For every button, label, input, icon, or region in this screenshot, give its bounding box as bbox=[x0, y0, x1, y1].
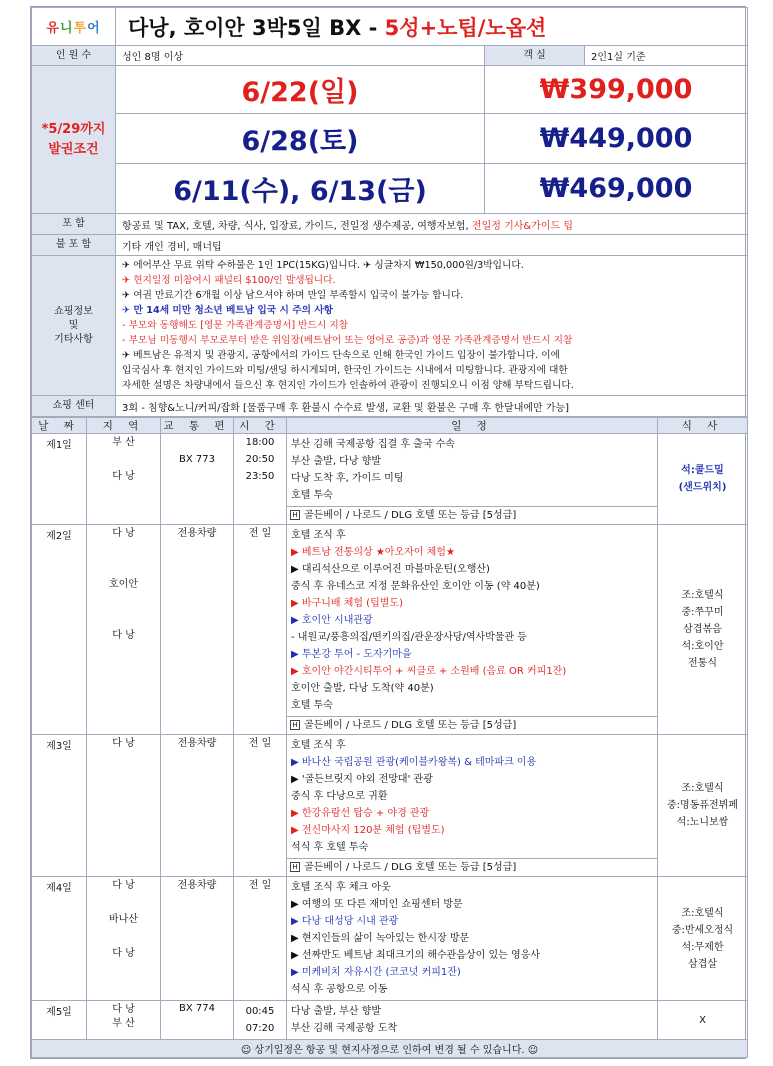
schedule-table bbox=[31, 417, 748, 1058]
price-1: ₩399,000 bbox=[485, 66, 748, 114]
hotel-icon: H bbox=[290, 862, 300, 872]
schedule-cell: 호텔 조식 후 체크 아웃 ▶ 여행의 또 다른 재미인 쇼핑센터 방문 ▶ 다낭 대성당 시내 관광 ▶ 현지인들의 삶이 녹아있는 한시장 방문 ▶ 선짜반도 베트남 최대크기의 해수관음상이 있는 영응사 ▶ 미케비치 자유시간 (코코넛 커피1잔) 석식 후 공항으로 이동 bbox=[287, 877, 658, 1001]
hotel-info: H 골든베이 / 나로드 / DLG 호텔 또는 등급 [5성급] bbox=[287, 506, 657, 524]
room-value: 2인1실 기준 bbox=[585, 46, 748, 66]
transport-cell: 전용차량 bbox=[161, 877, 234, 1001]
schedule-cell: 호텔 조식 후 ▶ 베트남 전통의상 ★아오자이 체험★ ▶ 대리석산으로 이루어진 마블마운틴(오행산) 중식 후 유네스코 지정 문화유산인 호이안 이동 (약 40분) ▶ 바구니배 체험 (팁별도) ▶ 호이안 시내관광 - 내원교/풍흥의집/떤키의집/관운장사당/역사박물관 등 ▶ 투본강 투어 - 도자기마을 ▶ 호이안 야간시티투어 + 씨클로 + 소원배 (음료 OR 커피1잔) 호이안 출발, 다낭 도착(약 40분) 호텔 투숙 H 골든베이 / 나로드 / DLG 호텔 또는 등급 [5성급] bbox=[287, 525, 658, 735]
day-label: 제2일 bbox=[32, 525, 87, 735]
include-value: 항공료 및 TAX, 호텔, 차량, 식사, 입장료, 가이드, 전일정 생수제공, 여행자보험, 전일정 기사&가이드 팁 bbox=[116, 214, 748, 235]
itinerary-document bbox=[30, 6, 746, 1059]
col-header-date: 날 짜 bbox=[32, 418, 87, 434]
schedule-cell: 다낭 출발, 부산 향발 부산 김해 국제공항 도착 bbox=[287, 1001, 658, 1040]
time-cell: 전 일 bbox=[234, 525, 287, 735]
transport-cell: 전용차량 bbox=[161, 735, 234, 877]
day-row bbox=[32, 1001, 748, 1040]
include-label: 포 함 bbox=[32, 214, 116, 235]
meal-cell: 조:호텔식 중:쭈꾸미 삼겹볶음 석:호이안 전통식 bbox=[658, 525, 748, 735]
footer-notice: ☺ 상기일정은 항공 및 현지사정으로 인하여 변경 될 수 있습니다. ☺ bbox=[32, 1040, 748, 1058]
shopping-value: 3회 - 침향&노니/커피/잡화 [물품구매 후 환불시 수수료 발생, 교환 및 환불은 구매 후 한달내에만 가능] bbox=[116, 396, 748, 417]
day-label: 제5일 bbox=[32, 1001, 87, 1040]
note-line: - 부모와 동행해도 [영문 가족관계증명서] 반드시 지참 bbox=[122, 320, 349, 331]
notes-list bbox=[116, 256, 748, 396]
notes-label: 쇼핑정보 및 기타사항 bbox=[32, 256, 116, 396]
room-label: 객 실 bbox=[485, 46, 585, 66]
ticketing-condition: *5/29까지 발권조건 bbox=[32, 66, 116, 214]
people-label: 인 원 수 bbox=[32, 46, 116, 66]
note-line: ✈ 현지일정 미참여시 패널티 $100/인 발생됩니다. bbox=[122, 275, 336, 286]
price-3: ₩469,000 bbox=[485, 164, 748, 214]
area-cell: 부 산 다 낭 bbox=[87, 434, 161, 525]
hotel-icon: H bbox=[290, 720, 300, 730]
exclude-value: 기타 개인 경비, 매너팁 bbox=[116, 235, 748, 256]
title-cell bbox=[116, 8, 748, 46]
hotel-info: H 골든베이 / 나로드 / DLG 호텔 또는 등급 [5성급] bbox=[287, 858, 657, 876]
col-header-time: 시 간 bbox=[234, 418, 287, 434]
day-label: 제3일 bbox=[32, 735, 87, 877]
exclude-label: 불 포 함 bbox=[32, 235, 116, 256]
logo-cell bbox=[32, 8, 116, 46]
note-line: ✈ 여권 만료기간 6개월 이상 남으셔야 하며 만일 부족할시 입국이 불가능 합니다. bbox=[122, 290, 464, 301]
transport-cell: BX 773 bbox=[161, 434, 234, 525]
company-logo: 유니투어 bbox=[46, 21, 101, 36]
departure-date-3: 6/11(수), 6/13(금) bbox=[116, 164, 485, 214]
shopping-label: 쇼핑 센터 bbox=[32, 396, 116, 417]
area-cell: 다 낭 부 산 bbox=[87, 1001, 161, 1040]
col-header-transport: 교 통 편 bbox=[161, 418, 234, 434]
transport-cell: 전용차량 bbox=[161, 525, 234, 735]
meal-cell: 조:호텔식 중:반세오정식 석:무제한 삼겹살 bbox=[658, 877, 748, 1001]
meal-cell: X bbox=[658, 1001, 748, 1040]
note-line: ✈ 만 14세 미만 청소년 베트남 입국 시 주의 사항 bbox=[122, 305, 334, 316]
note-line: 입국심사 후 현지인 가이드와 미팅/샌딩 하시게되며, 한국인 가이드는 시내에서 미팅합니다. 관광지에 대한 bbox=[122, 365, 568, 376]
departure-date-1: 6/22(일) bbox=[116, 66, 485, 114]
meal-cell: 조:호텔식 중:명동퓨전뷔페 석:노니보쌈 bbox=[658, 735, 748, 877]
day-label: 제1일 bbox=[32, 434, 87, 525]
meal-cell: 석:콜드밀 (샌드위치) bbox=[658, 434, 748, 525]
schedule-cell: 호텔 조식 후 ▶ 바나산 국립공원 관광(케이블카왕복) & 테마파크 이용 ▶ '골든브릿지 야외 전망대' 관광 중식 후 다낭으로 귀환 ▶ 한강유람선 탑승 + 야경 관광 ▶ 전신마사지 120분 체험 (팁별도) 석식 후 호텔 투숙 H 골든베이 / 나로드 / DLG 호텔 또는 등급 [5성급] bbox=[287, 735, 658, 877]
schedule-cell: 부산 김해 국제공항 집결 후 출국 수속 부산 출발, 다낭 향발 다낭 도착 후, 가이드 미팅 호텔 투숙 H 골든베이 / 나로드 / DLG 호텔 또는 등급 [5성급] bbox=[287, 434, 658, 525]
area-cell: 다 낭 bbox=[87, 735, 161, 877]
note-line: 자세한 설명은 차량내에서 들으신 후 현지인 가이드가 인솔하여 관광이 진행되오니 이점 양해 부탁드립니다. bbox=[122, 380, 574, 391]
page-title: 다낭, 호이안 3박5일 BX - 5성+노팁/노옵션 bbox=[128, 15, 547, 40]
time-cell: 전 일 bbox=[234, 735, 287, 877]
hotel-info: H 골든베이 / 나로드 / DLG 호텔 또는 등급 [5성급] bbox=[287, 716, 657, 734]
price-2: ₩449,000 bbox=[485, 114, 748, 164]
hotel-icon: H bbox=[290, 510, 300, 520]
time-cell: 전 일 bbox=[234, 877, 287, 1001]
col-header-schedule: 일 정 bbox=[287, 418, 658, 434]
col-header-meal: 식 사 bbox=[658, 418, 748, 434]
transport-cell: BX 774 bbox=[161, 1001, 234, 1040]
departure-date-2: 6/28(토) bbox=[116, 114, 485, 164]
col-header-area: 지 역 bbox=[87, 418, 161, 434]
day-row bbox=[32, 877, 748, 1001]
time-cell: 18:00 20:50 23:50 bbox=[234, 434, 287, 525]
area-cell: 다 낭 바나산 다 낭 bbox=[87, 877, 161, 1001]
note-line: ✈ 에어부산 무료 위탁 수하물은 1인 1PC(15KG)입니다. ✈ 싱글차지 ₩150,000원/3박입니다. bbox=[122, 260, 524, 271]
area-cell: 다 낭 호이안 다 낭 bbox=[87, 525, 161, 735]
day-label: 제4일 bbox=[32, 877, 87, 1001]
day-row bbox=[32, 735, 748, 877]
time-cell: 00:45 07:20 bbox=[234, 1001, 287, 1040]
people-value: 성인 8명 이상 bbox=[116, 46, 485, 66]
day-row bbox=[32, 434, 748, 525]
day-row bbox=[32, 525, 748, 735]
note-line: - 부모님 미동행시 부모로부터 받은 위임장(베트남어 또는 영어로 공증)과 영문 가족관계증명서 반드시 지참 bbox=[122, 335, 573, 346]
note-line: ✈ 베트남은 유적지 및 관광지, 공항에서의 가이드 단속으로 인해 한국인 가이드 입장이 불가합니다. 이에 bbox=[122, 350, 560, 361]
